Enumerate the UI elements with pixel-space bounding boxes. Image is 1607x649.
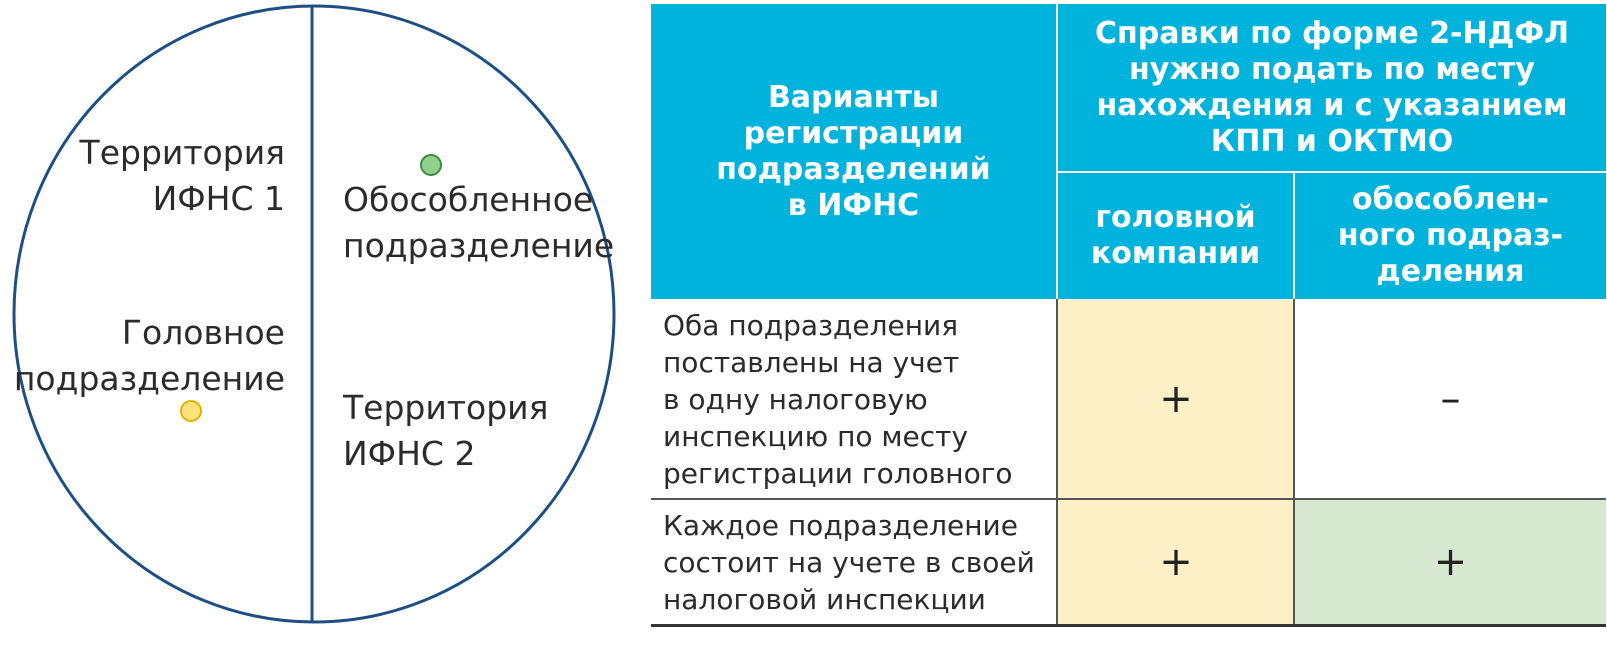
territory-diagram bbox=[0, 0, 640, 649]
row1-label-line5: регистрации головного bbox=[663, 456, 1013, 490]
row1-label bbox=[651, 300, 1057, 498]
header-col-head bbox=[1058, 173, 1293, 299]
separate-unit-line1: Обособленное bbox=[343, 180, 594, 219]
head-unit-label bbox=[14, 310, 285, 402]
row1-head-mark: + bbox=[1159, 376, 1193, 422]
header-variants-line2: регистрации bbox=[743, 115, 964, 151]
territory2-label bbox=[343, 385, 548, 477]
body-vline-2 bbox=[1293, 299, 1295, 625]
head-unit-dot bbox=[181, 401, 201, 421]
row2-head-cell bbox=[1058, 500, 1294, 624]
territory2-line1: Территория bbox=[343, 388, 549, 427]
row2-label-line3: налоговой инспекции bbox=[663, 582, 986, 616]
row-divider bbox=[651, 498, 1606, 500]
row2-separate-cell bbox=[1295, 500, 1606, 624]
row1-head-cell bbox=[1058, 300, 1294, 498]
row2-label bbox=[651, 500, 1057, 624]
header-main-line3: нахождения и с указанием bbox=[1096, 87, 1568, 123]
head-unit-line1: Головное bbox=[121, 313, 285, 352]
separate-unit-label bbox=[343, 177, 614, 269]
header-main-line2: нужно подать по месту bbox=[1129, 51, 1535, 87]
header-col-head-line1: головной bbox=[1095, 200, 1256, 235]
row1-label-line4: инспекцию по месту bbox=[663, 419, 969, 453]
territory1-line1: Территория bbox=[79, 133, 285, 172]
row1-separate-cell bbox=[1295, 300, 1606, 498]
territory1-line2: ИФНС 1 bbox=[152, 179, 285, 218]
header-main-line1: Справки по форме 2-НДФЛ bbox=[1094, 15, 1570, 51]
row1-label-line3: в одну налоговую bbox=[663, 382, 928, 416]
row2-separate-mark: + bbox=[1433, 539, 1468, 585]
header-variants-line1: Варианты bbox=[767, 79, 940, 115]
filing-table bbox=[651, 4, 1606, 628]
header-col-separate bbox=[1295, 173, 1606, 299]
header-col-head-line2: компании bbox=[1090, 236, 1261, 271]
separate-unit-dot bbox=[421, 155, 441, 175]
table-bottom-rule bbox=[651, 624, 1606, 627]
row2-head-mark: + bbox=[1159, 539, 1193, 585]
row1-label-line1: Оба подразделения bbox=[663, 308, 959, 342]
row2-label-line1: Каждое подразделение bbox=[663, 508, 1018, 542]
header-main-line4: КПП и ОКТМО bbox=[1210, 123, 1454, 159]
territory1-label bbox=[80, 130, 285, 222]
row2-label-line2: состоит на учете в своей bbox=[663, 545, 1035, 579]
header-variants-line3: подразделений bbox=[716, 151, 991, 187]
header-variants bbox=[651, 4, 1056, 299]
header-col-separate-line3: деления bbox=[1376, 254, 1525, 289]
row1-label-line2: поставлены на учет bbox=[663, 345, 960, 379]
header-col-separate-line2: ного подраз- bbox=[1337, 218, 1564, 253]
header-variants-line4: в ИФНС bbox=[787, 187, 920, 223]
header-col-separate-line1: обособлен- bbox=[1351, 182, 1549, 217]
separate-unit-line2: подразделение bbox=[343, 226, 615, 265]
row1-separate-mark: – bbox=[1440, 376, 1461, 422]
body-vline-1 bbox=[1056, 299, 1058, 625]
header-main bbox=[1058, 4, 1606, 171]
territory2-line2: ИФНС 2 bbox=[343, 434, 476, 473]
head-unit-line2: подразделение bbox=[13, 359, 285, 398]
